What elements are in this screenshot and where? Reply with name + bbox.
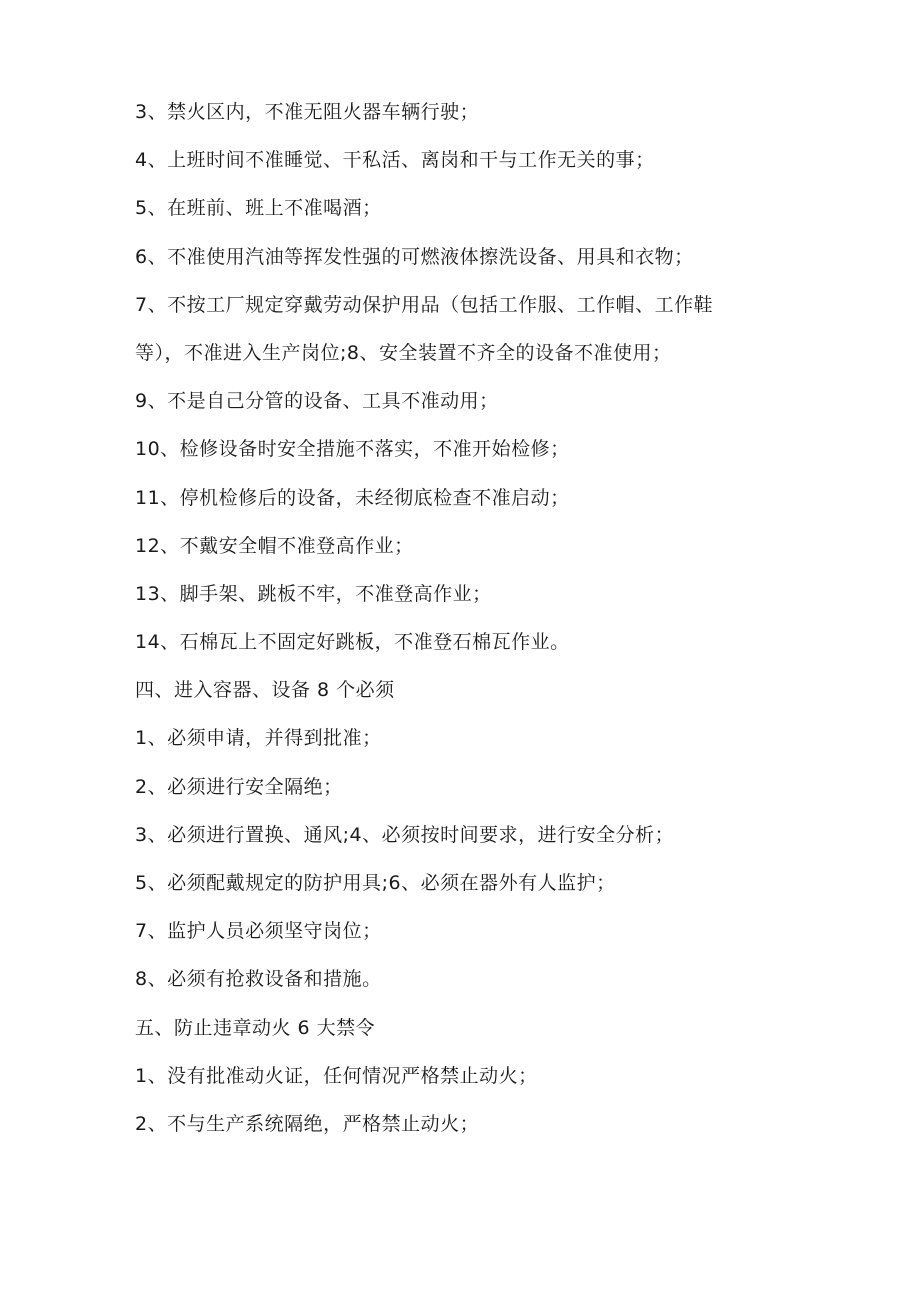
- text-line: 13、脚手架、跳板不牢，不准登高作业；: [135, 582, 492, 605]
- text-line: 14、石棉瓦上不固定好跳板，不准登石棉瓦作业。: [135, 631, 570, 654]
- text-line: 4、上班时间不准睡觉、干私活、离岗和干与工作无关的事；: [135, 149, 655, 172]
- text-line: 6、不准使用汽油等挥发性强的可燃液体擦洗设备、用具和衣物；: [135, 245, 694, 268]
- text-line: 3、禁火区内，不准无阻火器车辆行驶；: [135, 101, 480, 123]
- text-line: 12、不戴安全帽不准登高作业；: [135, 534, 414, 557]
- document-body: [135, 96, 835, 1156]
- text-line: 7、监护人员必须坚守岗位；: [135, 920, 382, 943]
- text-line: 5、在班前、班上不准喝酒；: [135, 197, 382, 220]
- section-heading: 四、进入容器、设备 8 个必须: [135, 679, 395, 702]
- text-line: 9、不是自己分管的设备、工具不准动用；: [135, 390, 499, 413]
- text-line: 1、必须申请，并得到批准；: [135, 727, 382, 750]
- text-line: 1、没有批准动火证，任何情况严格禁止动火；: [135, 1064, 538, 1087]
- text-line: 11、停机检修后的设备，未经彻底检查不准启动；: [135, 486, 570, 509]
- text-line: 10、检修设备时安全措施不落实，不准开始检修；: [135, 438, 570, 461]
- text-line: 2、不与生产系统隔绝，严格禁止动火；: [135, 1112, 480, 1135]
- text-line: 5、必须配戴规定的防护用具;6、必须在器外有人监护；: [135, 872, 616, 894]
- text-line: 3、必须进行置换、通风;4、必须按时间要求，进行安全分析；: [135, 823, 675, 846]
- text-line: 2、必须进行安全隔绝；: [135, 775, 343, 798]
- section-heading: 五、防止违章动火 6 大禁令: [135, 1016, 376, 1039]
- text-line: 8、必须有抢救设备和措施。: [135, 968, 382, 991]
- text-line: 7、不按工厂规定穿戴劳动保护用品（包括工作服、工作帽、工作鞋: [135, 293, 714, 316]
- text-line: 等），不准进入生产岗位;8、安全装置不齐全的设备不准使用；: [135, 341, 672, 364]
